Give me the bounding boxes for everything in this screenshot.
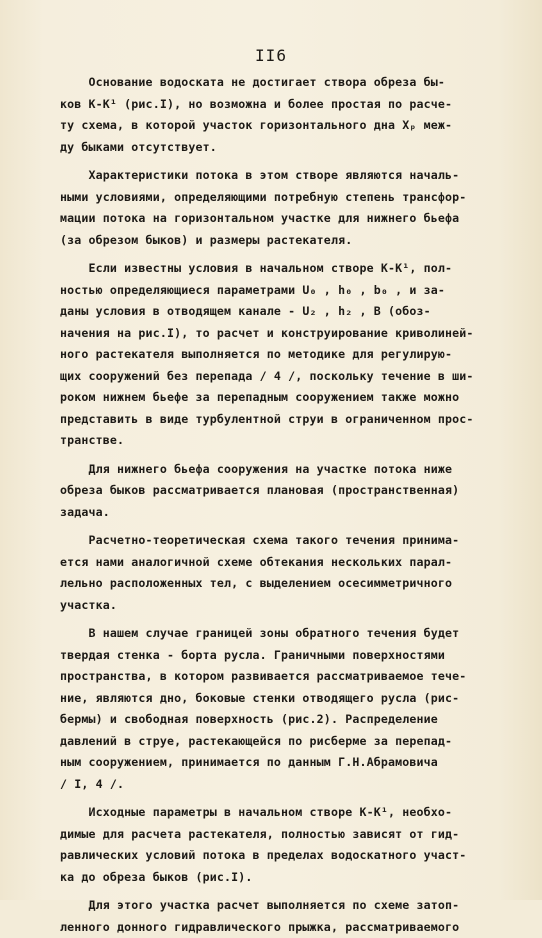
text-line: щих сооружений без перепада / 4 /, поскольку течение в ши-: [60, 366, 520, 388]
paragraph-5: [60, 530, 520, 616]
text-line: В нашем случае границей зоны обратного течения будет: [60, 623, 520, 645]
text-line: лельно расположенных тел, с выделением осесимметричного: [60, 573, 520, 595]
text-line: пространства, в котором развивается рассматриваемое тече-: [60, 666, 520, 688]
text-line: транстве.: [60, 430, 520, 452]
text-line: Если известны условия в начальном створе К-К¹, пол-: [60, 258, 520, 280]
text-line: бермы) и свободная поверхность (рис.2). Распределение: [60, 709, 520, 731]
text-line: Исходные параметры в начальном створе К-К¹, необхо-: [60, 802, 520, 824]
text-line: Основание водоската не достигает створа обреза бы-: [60, 72, 520, 94]
text-line: равлических условий потока в пределах водоскатного участ-: [60, 845, 520, 867]
paragraph-7: [60, 802, 520, 888]
text-line: даны условия в отводящем канале - U₂ , h₂ , B (обоз-: [60, 301, 520, 323]
page-number: II6: [0, 46, 542, 65]
text-line: роком нижнем бьефе за перепадным сооружением также можно: [60, 387, 520, 409]
text-line: димые для расчета растекателя, полностью зависят от гид-: [60, 824, 520, 846]
text-line: обреза быков рассматривается плановая (пространственная): [60, 480, 520, 502]
text-line: ков К-К¹ (рис.I), но возможна и более простая по расче-: [60, 94, 520, 116]
body-text: [60, 72, 520, 938]
text-line: (за обрезом быков) и размеры растекателя.: [60, 230, 520, 252]
text-line: Для нижнего бьефа сооружения на участке потока ниже: [60, 459, 520, 481]
text-line: представить в виде турбулентной струи в ограниченном прос-: [60, 409, 520, 431]
text-line: ностью определяющиеся параметрами U₀ , h₀ , b₀ , и за-: [60, 280, 520, 302]
text-line: мации потока на горизонтальном участке для нижнего бьефа: [60, 208, 520, 230]
text-line: давлений в струе, растекающейся по рисберме за перепад-: [60, 731, 520, 753]
text-line: ленного донного гидравлического прыжка, рассматриваемого: [60, 917, 520, 938]
text-line: Для этого участка расчет выполняется по схеме затоп-: [60, 895, 520, 917]
text-line: ду быками отсутствует.: [60, 137, 520, 159]
text-line: ется нами аналогичной схеме обтекания нескольких парал-: [60, 552, 520, 574]
text-line: твердая стенка - борта русла. Граничными поверхностями: [60, 645, 520, 667]
paragraph-4: [60, 459, 520, 524]
paragraph-2: [60, 165, 520, 251]
text-line: Характеристики потока в этом створе являются началь-: [60, 165, 520, 187]
paragraph-8: [60, 895, 520, 938]
text-line: начения на рис.I), то расчет и конструирование криволиней-: [60, 323, 520, 345]
text-line: ного растекателя выполняется по методике для регулирую-: [60, 344, 520, 366]
text-line: ным сооружением, принимается по данным Г.Н.Абрамовича: [60, 752, 520, 774]
text-line: ными условиями, определяющими потребную степень трансфор-: [60, 187, 520, 209]
text-line: Расчетно-теоретическая схема такого течения принима-: [60, 530, 520, 552]
text-line: ту схема, в которой участок горизонтального дна Xₚ меж-: [60, 115, 520, 137]
text-line: / I, 4 /.: [60, 774, 520, 796]
paragraph-3: [60, 258, 520, 452]
paragraph-6: [60, 623, 520, 795]
text-line: задача.: [60, 502, 520, 524]
text-line: ка до обреза быков (рис.I).: [60, 867, 520, 889]
text-line: участка.: [60, 595, 520, 617]
text-line: ние, являются дно, боковые стенки отводящего русла (рис-: [60, 688, 520, 710]
paragraph-1: [60, 72, 520, 158]
